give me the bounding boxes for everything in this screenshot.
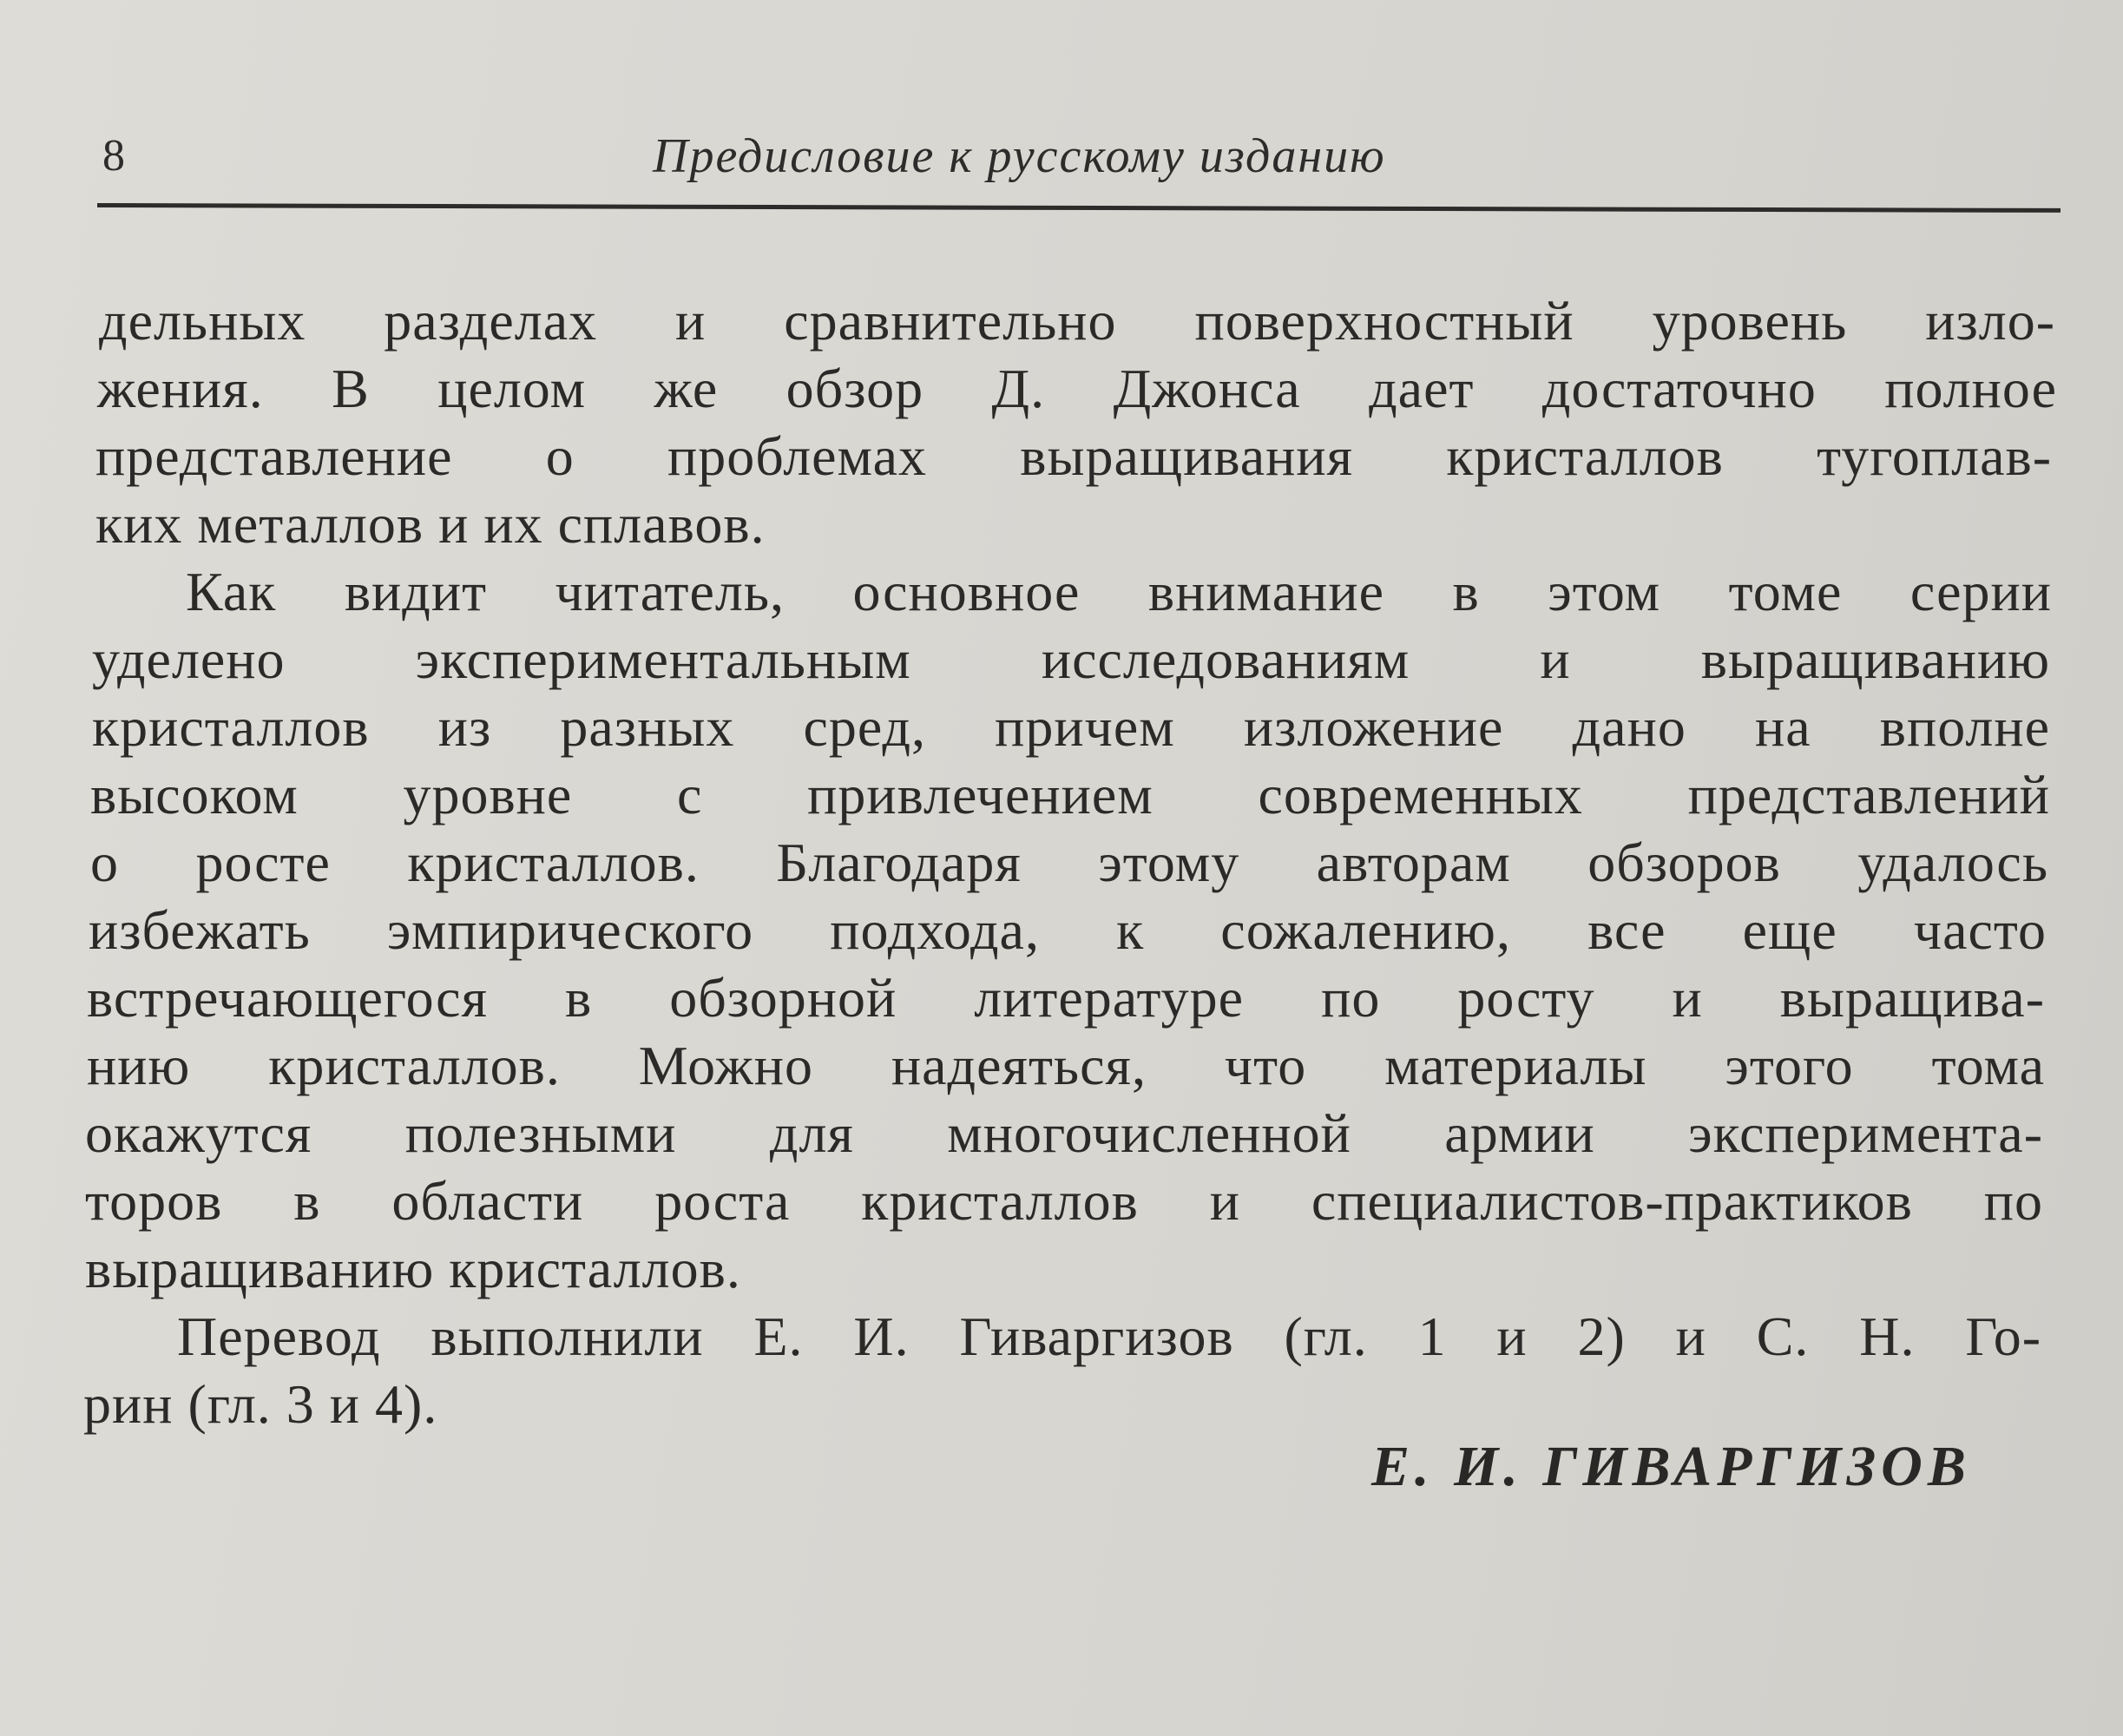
text-line: нию кристаллов. Можно надеяться, что материалы этого тома [87, 1035, 2045, 1096]
text-line: рин (гл. 3 и 4). [83, 1373, 438, 1435]
header-rule [97, 203, 2061, 213]
text-line: ких металлов и их сплавов. [95, 493, 766, 555]
text-line: Перевод выполнили Е. И. Гиваргизов (гл. 1 и 2) и С. Н. Го- [177, 1305, 2041, 1367]
text-line: окажутся полезными для многочисленной армии эксперимента- [85, 1102, 2043, 1164]
page-number: 8 [102, 131, 125, 181]
signature: Е. И. ГИВАРГИЗОВ [1371, 1435, 1971, 1498]
running-title: Предисловие к русскому изданию [653, 129, 1386, 183]
text-line: дельных разделах и сравнительно поверхностный уровень изло- [99, 290, 2055, 352]
text-line: выращиванию кристаллов. [85, 1238, 741, 1299]
text-line: представление о проблемах выращивания кристаллов тугоплав- [95, 425, 2052, 487]
text-line: торов в области роста кристаллов и специалистов-практиков по [85, 1170, 2043, 1232]
text-line: встречающегося в обзорной литературе по росту и выращива- [87, 967, 2045, 1029]
text-line: избежать эмпирического подхода, к сожалению, все еще часто [89, 899, 2047, 961]
text-line: уделено экспериментальным исследованиям и выращиванию [92, 628, 2050, 690]
text-line: высоком уровне с привлечением современных представлений [90, 764, 2050, 825]
text-line: Как видит читатель, основное внимание в этом томе серии [186, 561, 2052, 622]
text-line: о росте кристаллов. Благодаря этому авторам обзоров удалось [90, 832, 2048, 893]
text-line: жения. В целом же обзор Д. Джонса дает достаточно полное [97, 358, 2057, 419]
text-line: кристаллов из разных сред, причем изложение дано на вполне [92, 696, 2050, 758]
